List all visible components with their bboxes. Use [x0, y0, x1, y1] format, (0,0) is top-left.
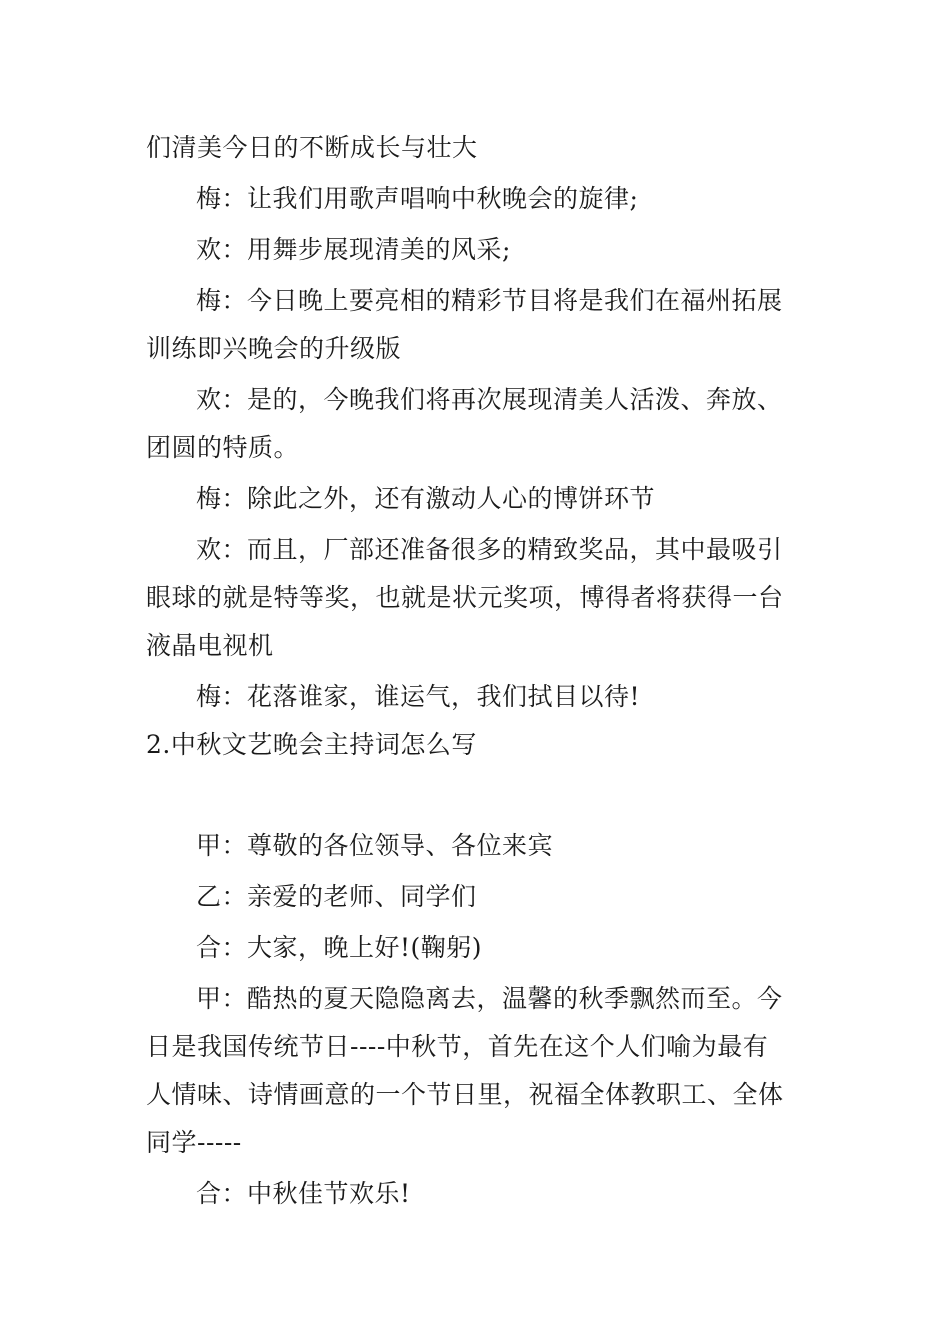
section-heading: 2.中秋文艺晚会主持词怎么写	[146, 730, 477, 759]
text-line: 眼球的就是特等奖，也就是状元奖项，博得者将获得一台	[146, 583, 784, 612]
text-line: 团圆的特质。	[146, 433, 300, 462]
text-line: 合：中秋佳节欢乐!	[196, 1179, 411, 1208]
text-line: 人情味、诗情画意的一个节日里，祝福全体教职工、全体	[146, 1080, 784, 1109]
text-line: 乙：亲爱的老师、同学们	[196, 882, 477, 911]
text-line: 们清美今日的不断成长与壮大	[146, 133, 478, 162]
text-line: 训练即兴晚会的升级版	[146, 334, 402, 363]
text-line: 梅：花落谁家，谁运气，我们拭目以待!	[196, 682, 641, 711]
text-line: 欢：是的，今晚我们将再次展现清美人活泼、奔放、	[196, 385, 783, 414]
text-line: 梅：今日晚上要亮相的精彩节目将是我们在福州拓展	[196, 286, 783, 315]
text-line: 欢：用舞步展现清美的风采;	[196, 235, 511, 264]
text-line: 合：大家，晚上好!(鞠躬)	[196, 933, 483, 962]
text-line: 甲：酷热的夏天隐隐离去，温馨的秋季飘然而至。今	[196, 984, 783, 1013]
text-line: 甲：尊敬的各位领导、各位来宾	[196, 831, 554, 860]
text-line: 液晶电视机	[146, 631, 274, 660]
text-line: 欢：而且，厂部还准备很多的精致奖品，其中最吸引	[196, 535, 783, 564]
text-line: 同学-----	[146, 1128, 242, 1157]
text-line: 梅：让我们用歌声唱响中秋晚会的旋律;	[196, 184, 639, 213]
text-line: 日是我国传统节日----中秋节，首先在这个人们喻为最有	[146, 1032, 769, 1061]
text-line: 梅：除此之外，还有激动人心的博饼环节	[196, 484, 656, 513]
